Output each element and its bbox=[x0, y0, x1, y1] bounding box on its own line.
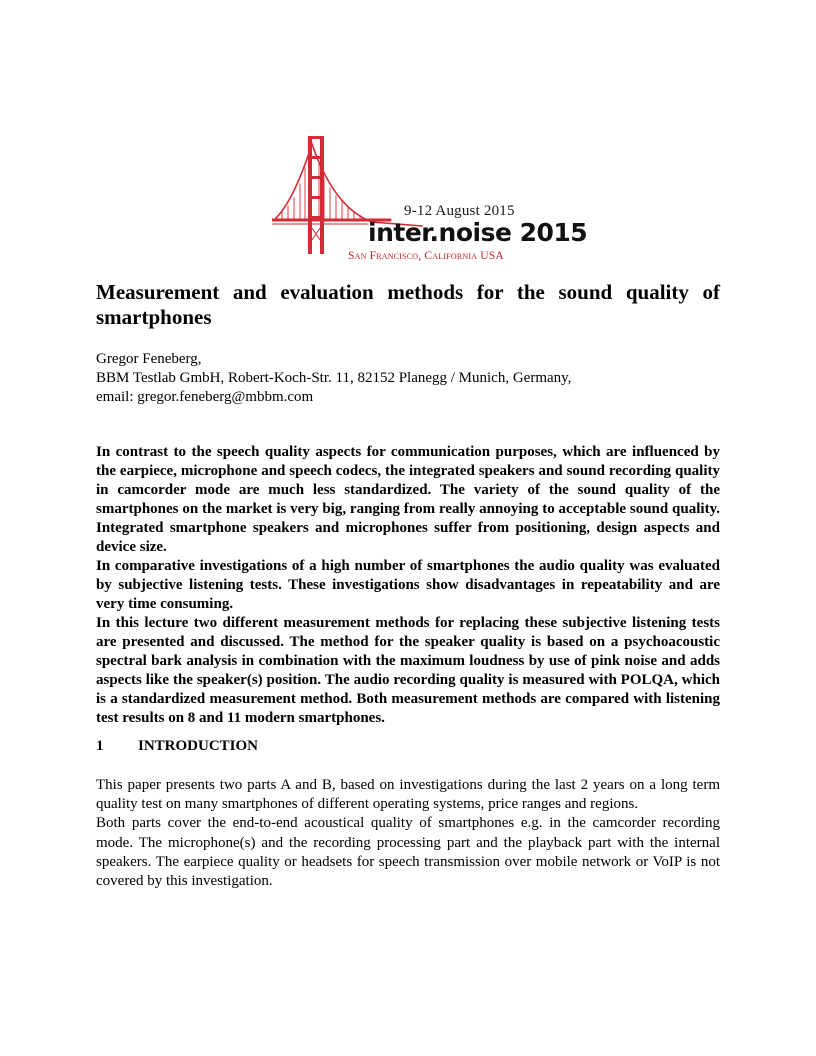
abstract-paragraph: In comparative investigations of a high number of smartphones the audio quality was evaluated by subjective listening tests. These investigations show disadvantages in repeatability and are very time consuming. bbox=[96, 558, 720, 612]
section-number: 1 bbox=[96, 738, 104, 754]
author-email: email: gregor.feneberg@mbbm.com bbox=[96, 389, 314, 405]
section-heading bbox=[96, 738, 258, 755]
abstract bbox=[96, 443, 720, 728]
conference-location: San Francisco, California USA bbox=[348, 250, 504, 262]
conference-name: inter.noise 2015 bbox=[368, 218, 588, 247]
author-affiliation: BBM Testlab GmbH, Robert-Koch-Str. 11, 82152 Planegg / Munich, Germany, bbox=[96, 370, 572, 386]
body-paragraph: This paper presents two parts A and B, based on investigations during the last 2 years on a long term quality test on many smartphones of different operating systems, price ranges and regions. bbox=[96, 777, 720, 813]
body-paragraph: Both parts cover the end-to-end acoustical quality of smartphones e.g. in the camcorder recording mode. The microphone(s) and the recording processing part and the playback part with the internal speakers. The earpiece quality or headsets for speech transmission over mobile network or VoIP is not covered by this investigation. bbox=[96, 815, 720, 890]
conference-date: 9-12 August 2015 bbox=[404, 203, 515, 219]
abstract-paragraph: In contrast to the speech quality aspects for communication purposes, which are influenced by the earpiece, microphone and speech codecs, the integrated speakers and sound recording quality in camcorder mode are much less standardized. The variety of the sound quality of the smartphones on the market is very big, ranging from really annoying to acceptable sound quality. Integrated smartphone speakers and microphones suffer from positioning, design aspects and device size. bbox=[96, 444, 720, 555]
section-title: INTRODUCTION bbox=[138, 738, 259, 754]
paper-title: Measurement and evaluation methods for the sound quality of smartphones bbox=[96, 280, 720, 329]
author-block bbox=[96, 350, 571, 407]
section-body bbox=[96, 776, 720, 891]
author-name: Gregor Feneberg, bbox=[96, 351, 202, 367]
abstract-paragraph: In this lecture two different measurement methods for replacing these subjective listening tests are presented and discussed. The method for the speaker quality is based on a psychoacoustic spectral bark analysis in combination with the maximum loudness by use of pink noise and adds aspects like the speaker(s) position. The audio recording quality is measured with POLQA, which is a standardized measurement method. Both measurement methods are compared with listening test results on 8 and 11 modern smartphones. bbox=[96, 615, 720, 726]
conference-logo bbox=[272, 130, 588, 264]
